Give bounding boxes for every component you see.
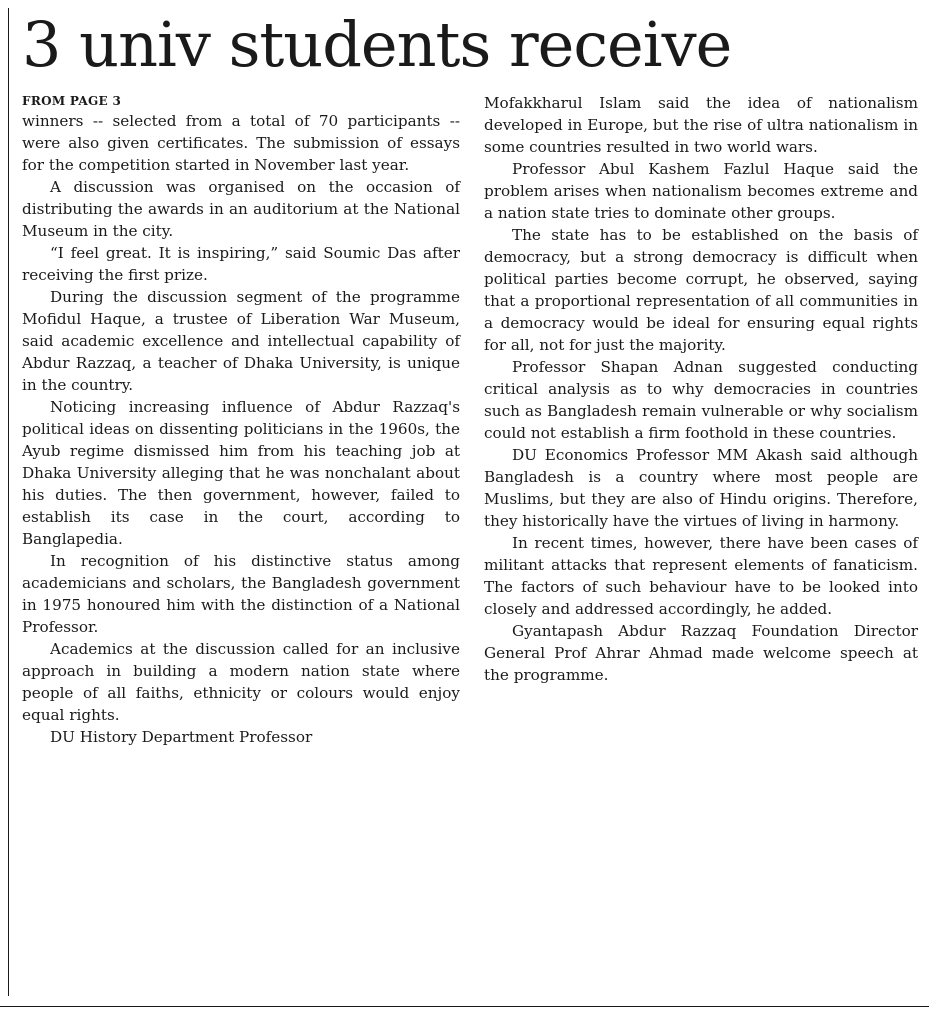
paragraph: winners -- selected from a total of 70 participants -- were also given certificates. The submission of essays for the competition started in November last year. xyxy=(22,112,460,174)
paragraph: The state has to be established on the basis of democracy, but a strong democracy is difficult when political parties become corrupt, he observed, saying that a proportional representation of all communities in a democracy would be ideal for ensuring equal rights for all, not for just the majority. xyxy=(484,226,918,354)
paragraph: DU History Department Professor xyxy=(50,728,313,746)
left-column-rule xyxy=(8,8,9,996)
paragraph: In recognition of his distinctive status among academicians and scholars, the Bangladesh government in 1975 honoured him with the distinction of a National Professor. xyxy=(22,552,460,636)
paragraph: Mofakkharul Islam said the idea of nationalism developed in Europe, but the rise of ultra nationalism in some countries resulted in two world wars. xyxy=(484,94,918,156)
left-column xyxy=(22,92,460,748)
paragraph: “I feel great. It is inspiring,” said Soumic Das after receiving the first prize. xyxy=(22,244,460,284)
paragraph: A discussion was organised on the occasion of distributing the awards in an auditorium at the National Museum in the city. xyxy=(22,178,460,240)
paragraph: In recent times, however, there have been cases of militant attacks that represent elements of fanaticism. The factors of such behaviour have to be looked into closely and addressed accordingly, he added. xyxy=(484,534,918,618)
paragraph: DU Economics Professor MM Akash said although Bangladesh is a country where most people are Muslims, but they are also of Hindu origins. Therefore, they historically have the virtues of living in harmony. xyxy=(484,446,918,530)
headline: 3 univ students receive xyxy=(22,8,732,81)
paragraph: Academics at the discussion called for an inclusive approach in building a modern nation state where people of all faiths, ethnicity or colours would enjoy equal rights. xyxy=(22,640,460,724)
paragraph: During the discussion segment of the programme Mofidul Haque, a trustee of Liberation War Museum, said academic excellence and intellectual capability of Abdur Razzaq, a teacher of Dhaka University, is unique in the country. xyxy=(22,288,460,394)
paragraph: Gyantapash Abdur Razzaq Foundation Director General Prof Ahrar Ahmad made welcome speech at the programme. xyxy=(484,622,918,684)
right-column xyxy=(484,92,918,686)
jump-line: FROM PAGE 3 xyxy=(22,94,122,108)
bottom-rule xyxy=(0,1006,929,1007)
paragraph: Noticing increasing influence of Abdur Razzaq's political ideas on dissenting politicians in the 1960s, the Ayub regime dismissed him from his teaching job at Dhaka University alleging that he was nonchalant about his duties. The then government, however, failed to establish its case in the court, according to Banglapedia. xyxy=(22,398,460,548)
paragraph: Professor Shapan Adnan suggested conducting critical analysis as to why democracies in countries such as Bangladesh remain vulnerable or why socialism could not establish a firm foothold in these countries. xyxy=(484,358,918,442)
paragraph: Professor Abul Kashem Fazlul Haque said the problem arises when nationalism becomes extreme and a nation state tries to dominate other groups. xyxy=(484,160,918,222)
